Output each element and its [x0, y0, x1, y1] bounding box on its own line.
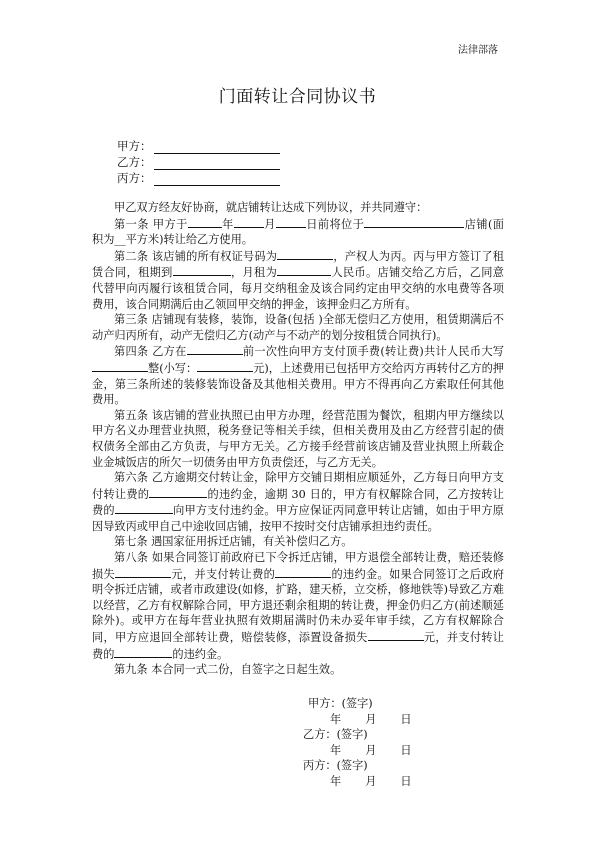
article-8-text: 元，并支付转让费的	[92, 631, 504, 661]
header-org: 法律部落	[458, 45, 498, 56]
signature-date	[308, 712, 412, 728]
article-1-text: 年	[221, 217, 234, 231]
date-month: 月	[365, 774, 377, 788]
blank-penalty-rate	[149, 486, 207, 498]
article-4-text: 第四条 乙方在	[114, 345, 187, 359]
article-6-text: 第六条 乙方逾期交付转让金，除甲方交铺日期相应顺延外，乙方每日向甲方支付转让费的	[92, 471, 504, 501]
party-c-blank	[154, 173, 280, 186]
intro-paragraph: 甲乙双方经友好协商，就店铺转让达成下列协议，并共同遵守：	[114, 201, 428, 214]
contract-body	[92, 200, 504, 678]
article-6-text: 的违约金，逾期 30 日的，甲方有权解除合同，乙方按转让费的	[92, 487, 504, 518]
signature-party-a	[308, 696, 412, 727]
signature-label: 丙方：(签字)	[303, 759, 368, 772]
article-2-text: 第二条 该店铺的所有权证号码为	[114, 249, 278, 263]
article-2-text: ，产权人为丙。丙与甲方签订了租赁合同，租期到	[92, 249, 504, 280]
article-1-text: 店铺	[464, 217, 488, 231]
party-c-label: 丙方：	[117, 171, 152, 185]
blank-year	[188, 216, 222, 228]
article-6-text: 向甲方支付违约金。甲方应保证丙同意甲转让店铺，如由于甲方原因导致丙或甲自己中途收回店铺，按甲不按时交付店铺承担违约责任。	[92, 504, 504, 533]
date-day: 日	[400, 743, 412, 757]
article-8-text: 的违约金。如果合同签订之后政府明令拆迁店铺，或者市政建设(如修，扩路，建天桥，立交桥，修地铁等)导致乙方难以经营，乙方有权解除合同，甲方退还剩余租期的转让费，押金仍归乙方(前述顺延除外)。或甲方在每年营业执照有效期届满时仍未办妥年审手续，乙方有权解除合同，甲方应退回全部转让费，赔偿装修，添置设备损失	[92, 567, 504, 645]
signature-party-c	[303, 758, 412, 789]
party-a-row	[117, 138, 280, 154]
blank-month	[234, 216, 264, 228]
blank-day	[276, 216, 306, 228]
blank-pay-date	[187, 343, 243, 355]
article-7: 第七条 遇国家征用拆迁店铺，有关补偿归乙方。	[114, 535, 353, 549]
date-year: 年	[330, 743, 342, 757]
article-5: 第五条 该店铺的营业执照已由甲方办理，经营范围为餐饮，租期内甲方继续以甲方名义办理营业执照，税务登记等相关手续，但相关费用及由乙方经营引起的债权债务全部由乙方负责，与甲方无关。乙方接手经营前该店铺及营业执照上所载企业金城饭店的所欠一切债务由甲方负责偿还，与乙方无关。	[92, 408, 504, 469]
blank-cert-no	[277, 248, 333, 260]
blank-penalty-rate-3	[275, 566, 331, 578]
date-year: 年	[330, 712, 342, 726]
signature-party-b	[303, 727, 412, 758]
date-month: 月	[365, 712, 377, 726]
article-1	[92, 216, 504, 248]
article-2-text: ，月租为	[230, 266, 278, 280]
party-b-blank	[154, 157, 280, 170]
party-c-row	[117, 170, 280, 186]
article-8-text: 元，并支付转让费的	[171, 567, 276, 581]
signature-label: 乙方：(签字)	[303, 728, 368, 741]
article-4-text: 前一次性向甲方支付顶手费(转让费)共计人民币大写	[242, 345, 504, 359]
blank-rent	[277, 264, 331, 276]
party-a-blank	[154, 141, 280, 154]
article-1-text: 月	[263, 217, 276, 231]
signature-date	[303, 774, 412, 790]
article-8-text: 第八条 如果合同签订前政府已下令拆迁店铺，甲方退偿全部转让费，赔还装修损失	[92, 551, 504, 581]
blank-penalty-rate-2	[115, 502, 173, 514]
blank-lease-end	[173, 264, 231, 276]
article-1-text: 日前将位于	[305, 217, 365, 231]
document-title: 门面转让合同协议书	[218, 87, 377, 107]
date-day: 日	[400, 712, 412, 726]
article-4-text: 元)，上述费用已包括甲方交给丙方再转付乙方的押金，第三条所述的装修装饰设备及其他相关费用。甲方不得再向乙方索取任何其他费用。	[92, 361, 504, 407]
party-b-label: 乙方：	[117, 155, 152, 169]
blank-penalty-rate-4	[114, 646, 172, 658]
article-8-text: 的违约金。	[172, 647, 229, 661]
party-a-label: 甲方：	[117, 139, 152, 153]
article-2-text: 人民币。店铺交给乙方后，乙同意代替甲向丙履行该租赁合同，每月交纳租金及该合同约定由甲交纳的水电费等各项费用，该合同期满后由乙领回甲交纳的押金，该押金归乙方所有。	[92, 266, 504, 311]
article-4	[92, 343, 504, 407]
article-3: 第三条 店铺现有装修，装饰，设备(包括 )全部无偿归乙方使用，租赁期满后不动产归丙所有，动产无偿归乙方(动产与不动产的划分按租赁合同执行)。	[92, 313, 504, 342]
party-b-row	[117, 154, 280, 170]
blank-location	[364, 216, 464, 228]
article-9: 第九条 本合同一式二份，自签字之日起生效。	[114, 663, 342, 677]
blank-decor-loss	[115, 566, 171, 578]
article-8	[92, 550, 504, 662]
blank-amount-lower	[197, 360, 253, 372]
article-1-text: (面积为__平方米)转让给乙方使用。	[92, 217, 504, 247]
article-1-text: 第一条 甲方于	[114, 217, 188, 231]
date-month: 月	[365, 743, 377, 757]
signature-label: 甲方：(签字)	[308, 697, 373, 710]
date-year: 年	[330, 774, 342, 788]
date-day: 日	[400, 774, 412, 788]
article-6	[92, 470, 504, 534]
article-2	[92, 248, 504, 312]
article-4-text: 整(小写：	[148, 361, 198, 375]
signature-date	[303, 743, 412, 759]
blank-equip-loss	[368, 629, 424, 641]
blank-amount-upper	[92, 360, 148, 372]
